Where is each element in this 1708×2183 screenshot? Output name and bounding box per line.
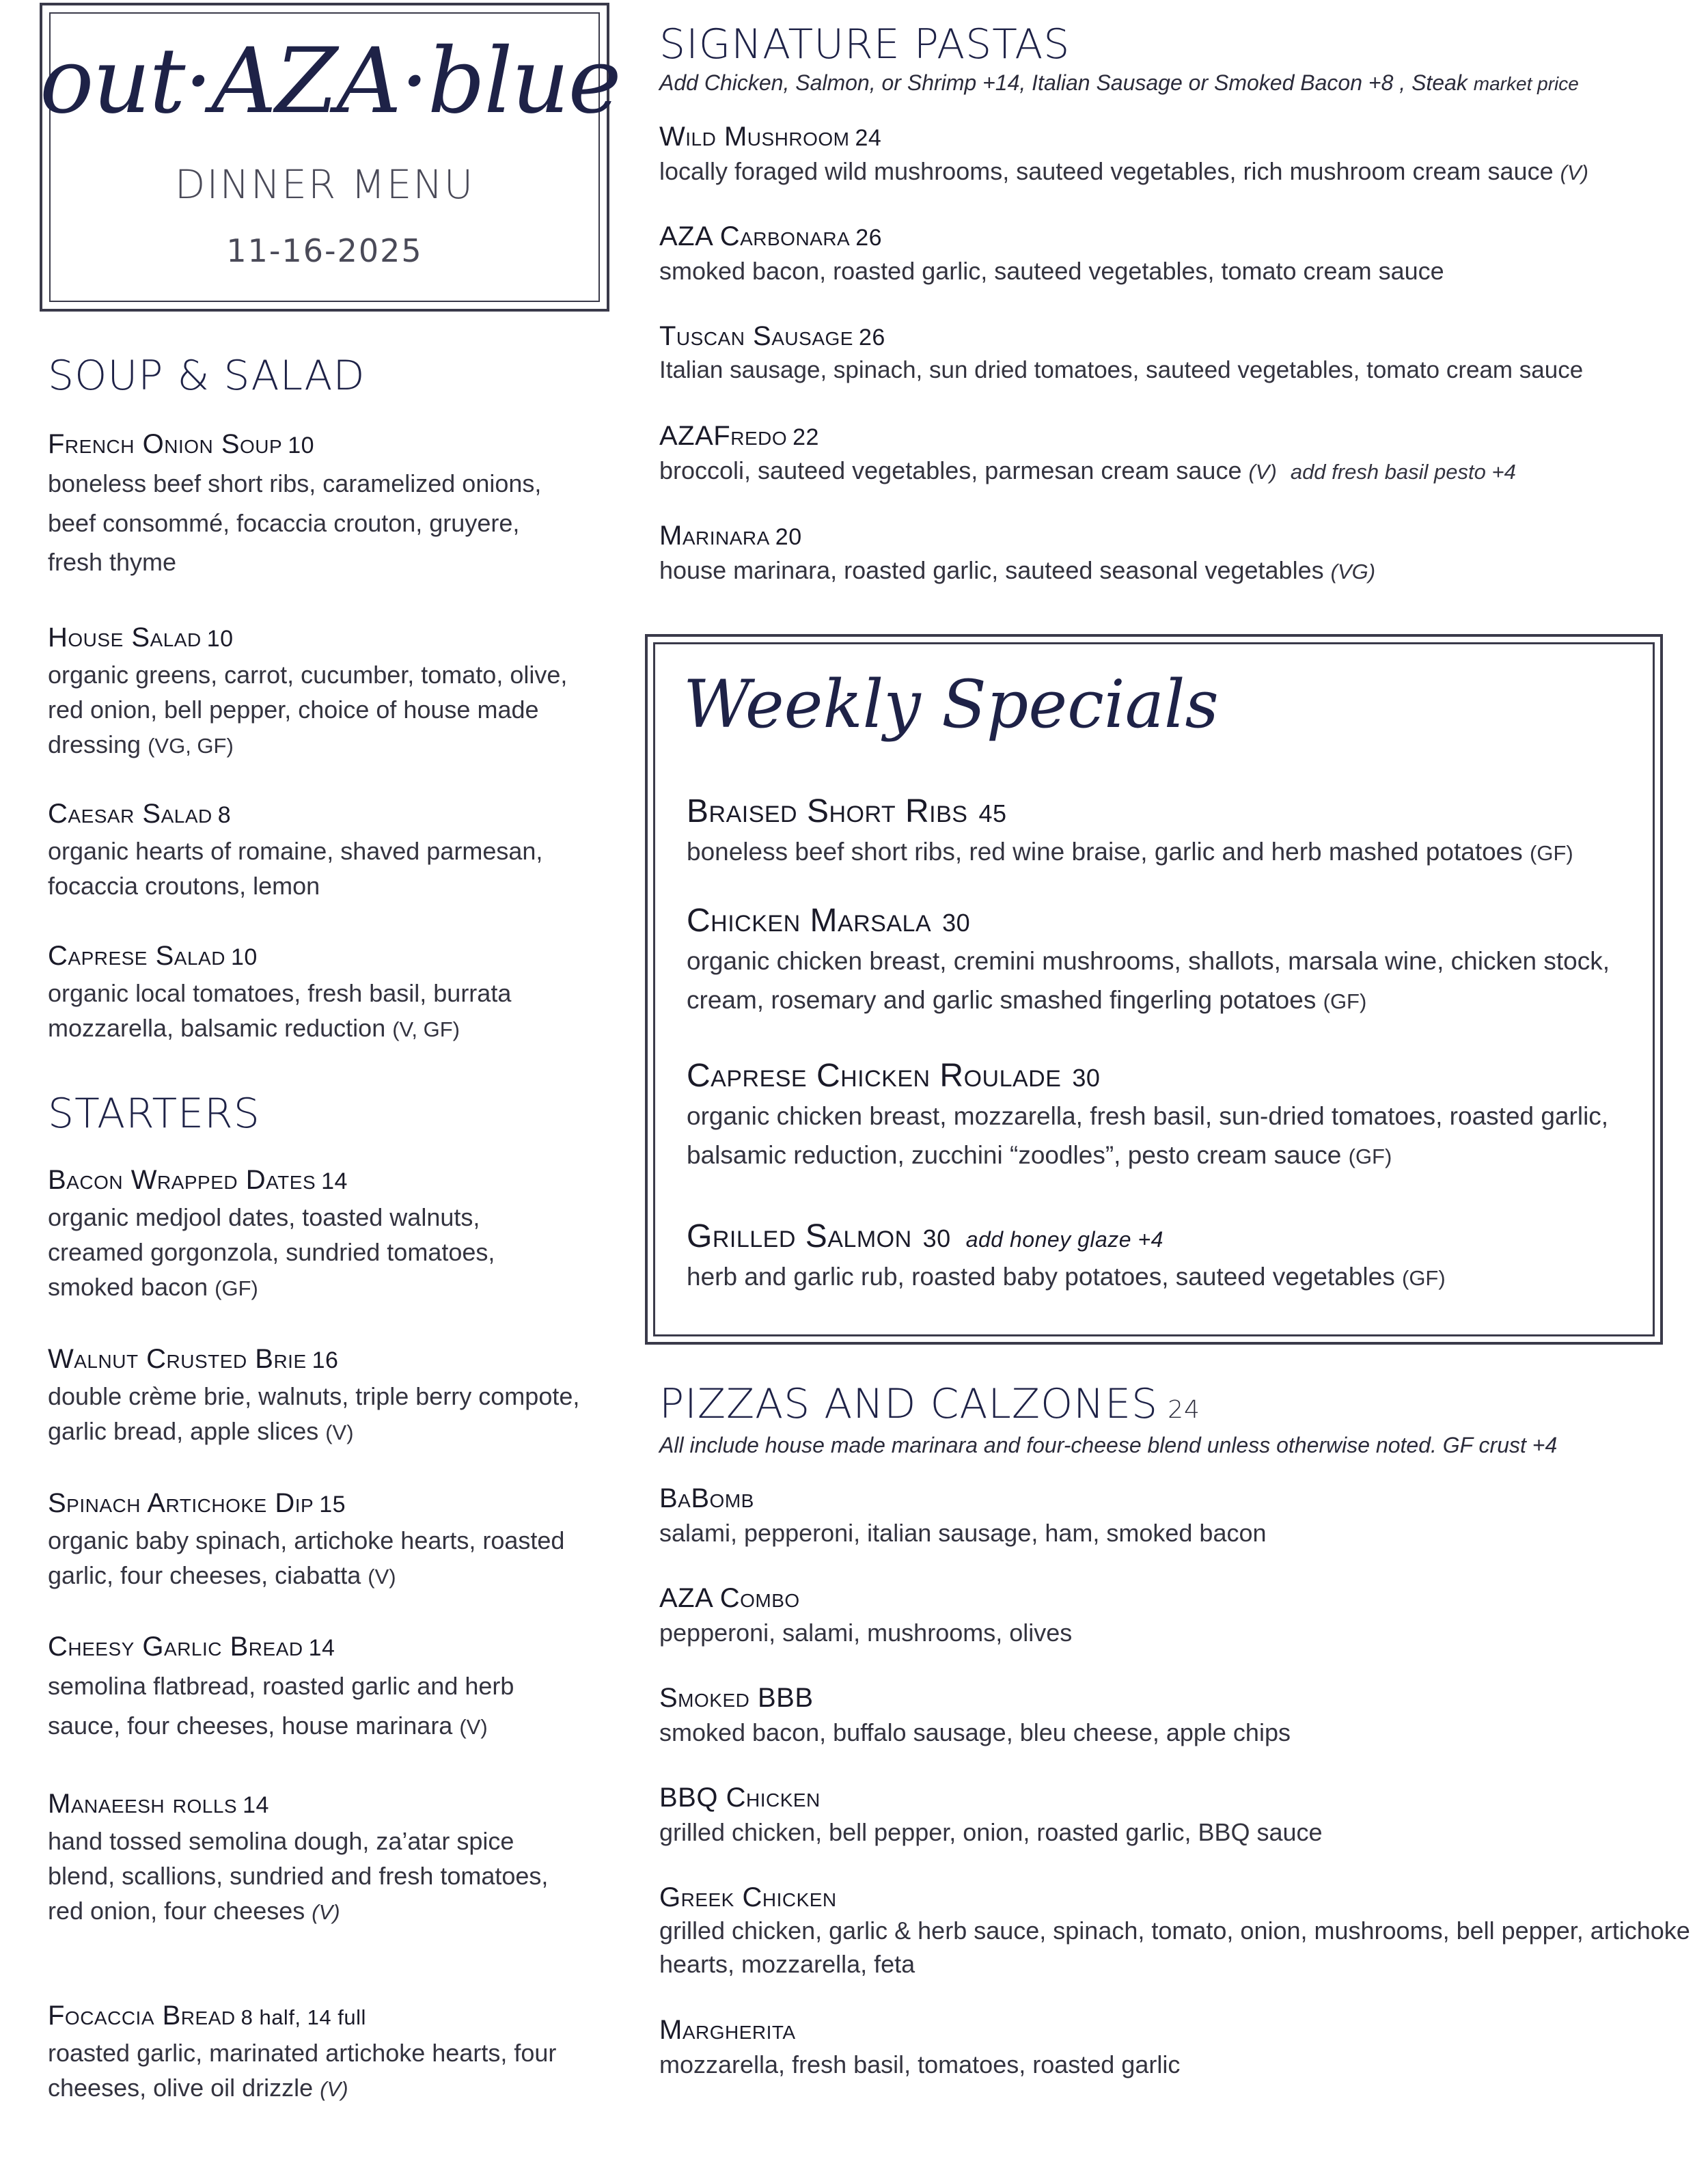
dietary-tag: (GF) bbox=[215, 1276, 258, 1301]
item-price: 16 bbox=[312, 1347, 339, 1373]
item-price: 26 bbox=[855, 225, 883, 251]
item-name: Focaccia Bread bbox=[48, 2001, 236, 2031]
pizzas-title: PIZZAS AND CALZONES bbox=[659, 1380, 1159, 1428]
dietary-tag: (VG, GF) bbox=[148, 734, 234, 758]
item-description: double crème brie, walnuts, triple berry compote, garlic bread, apple slices bbox=[48, 1382, 580, 1446]
item-name: Bacon Wrapped Dates bbox=[48, 1165, 316, 1195]
pizzas-note: All include house made marinara and four-cheese blend unless otherwise noted. GF crust +4 bbox=[659, 1433, 1558, 1457]
item-price: 10 bbox=[288, 433, 315, 458]
dietary-tag: (GF) bbox=[1323, 989, 1367, 1014]
item-description: roasted garlic, marinated artichoke hearts, four cheeses, olive oil drizzle bbox=[48, 2039, 557, 2102]
item-description: house marinara, roasted garlic, sauteed seasonal vegetables bbox=[659, 556, 1324, 584]
item-description: herb and garlic rub, roasted baby potatoes, sauteed vegetables bbox=[687, 1263, 1395, 1291]
restaurant-logo: out·AZA·blue bbox=[40, 29, 620, 134]
item-price: 10 bbox=[206, 626, 234, 652]
item-description: smoked bacon, roasted garlic, sauteed vegetables, tomato cream sauce bbox=[659, 257, 1444, 285]
special-item bbox=[687, 791, 1643, 871]
item-name: Grilled Salmon bbox=[687, 1218, 912, 1254]
menu-item bbox=[48, 1630, 581, 1745]
pastas-note bbox=[659, 70, 1579, 96]
item-name: Caesar Salad bbox=[48, 799, 212, 829]
item-description: organic baby spinach, artichoke hearts, roasted garlic, four cheeses, ciabatta bbox=[48, 1526, 565, 1590]
item-description: grilled chicken, bell pepper, onion, roasted garlic, BBQ sauce bbox=[659, 1818, 1323, 1846]
menu-item bbox=[48, 1342, 581, 1449]
menu-item bbox=[48, 797, 581, 903]
menu-item bbox=[48, 1999, 581, 2105]
menu-item bbox=[48, 620, 581, 762]
item-description: broccoli, sauteed vegetables, parmesan cream sauce bbox=[659, 456, 1242, 484]
menu-item bbox=[659, 1681, 1698, 1750]
item-name: BBQ Chicken bbox=[659, 1783, 821, 1813]
menu-item bbox=[48, 427, 581, 582]
item-description: organic chicken breast, mozzarella, fresh basil, sun-dried tomatoes, roasted garlic, balsamic reduction, zucchini “zoodles”, pesto cream sauce bbox=[687, 1102, 1609, 1170]
item-name: BaBomb bbox=[659, 1483, 754, 1513]
item-name: House Salad bbox=[48, 622, 202, 653]
dietary-tag: (V) bbox=[325, 1420, 354, 1445]
menu-item bbox=[659, 1781, 1698, 1850]
item-price: 8 half, 14 full bbox=[240, 2005, 366, 2029]
menu-item bbox=[48, 1787, 581, 1928]
pastas-note-text: Add Chicken, Salmon, or Shrimp +14, Italian Sausage or Smoked Bacon +8 , Steak bbox=[659, 70, 1468, 95]
dietary-tag: (V) bbox=[1248, 460, 1277, 484]
menu-item bbox=[659, 1581, 1698, 1650]
item-price: 15 bbox=[319, 1492, 346, 1518]
item-price: 26 bbox=[858, 325, 885, 351]
item-description: organic local tomatoes, fresh basil, burrata mozzarella, balsamic reduction bbox=[48, 979, 512, 1043]
item-name: Chicken Marsala bbox=[687, 903, 932, 939]
item-name: Walnut Crusted Brie bbox=[48, 1344, 307, 1374]
dietary-tag: (V) bbox=[459, 1714, 488, 1739]
dietary-tag: (V) bbox=[312, 1900, 340, 1925]
item-description: organic chicken breast, cremini mushrooms, shallots, marsala wine, chicken stock, cream, rosemary and garlic smashed fingerling potatoes bbox=[687, 947, 1610, 1015]
dietary-tag: (GF) bbox=[1530, 841, 1573, 865]
menu-item bbox=[659, 519, 1698, 588]
item-description: organic greens, carrot, cucumber, tomato, olive, red onion, bell pepper, choice of house made dressing bbox=[48, 661, 568, 759]
dietary-tag: (V) bbox=[1560, 161, 1588, 184]
specials-heading: Weekly Specials bbox=[683, 666, 1219, 743]
dietary-tag: (V) bbox=[368, 1565, 396, 1589]
pastas-heading: SIGNATURE PASTAS bbox=[659, 20, 1071, 68]
item-price: 10 bbox=[230, 944, 258, 970]
menu-item bbox=[659, 1880, 1698, 1981]
item-price: 45 bbox=[978, 799, 1007, 827]
item-name: French Onion Soup bbox=[48, 429, 283, 459]
item-name: Braised Short Ribs bbox=[687, 793, 968, 829]
starters-heading: STARTERS bbox=[48, 1090, 260, 1138]
item-description: boneless beef short ribs, caramelized onions, beef consommé, focaccia crouton, gruyere, fresh thyme bbox=[48, 469, 542, 577]
item-description: Italian sausage, spinach, sun dried tomatoes, sauteed vegetables, tomato cream sauce bbox=[659, 357, 1584, 383]
item-name: Greek Chicken bbox=[659, 1882, 837, 1912]
item-name: Caprese Salad bbox=[48, 941, 225, 971]
item-price: 30 bbox=[1072, 1064, 1101, 1092]
item-name: Caprese Chicken Roulade bbox=[687, 1058, 1062, 1094]
menu-item bbox=[659, 419, 1698, 488]
menu-item bbox=[659, 1481, 1698, 1550]
item-price: 30 bbox=[922, 1224, 951, 1252]
item-price: 8 bbox=[217, 802, 232, 828]
item-price: 24 bbox=[855, 125, 882, 151]
special-item bbox=[687, 1056, 1643, 1175]
item-name: Tuscan Sausage bbox=[659, 321, 853, 351]
dietary-tag: (VG) bbox=[1330, 560, 1376, 583]
dietary-tag: (V) bbox=[320, 2077, 348, 2102]
pastas-note-small: market price bbox=[1473, 73, 1579, 94]
item-price: 22 bbox=[793, 424, 819, 450]
soup-salad-heading: SOUP & SALAD bbox=[48, 352, 366, 400]
item-name: AZA Carbonara bbox=[659, 221, 851, 251]
menu-item bbox=[659, 219, 1698, 288]
item-description: hand tossed semolina dough, za’atar spice blend, scallions, sundried and fresh tomatoes, red onion, four cheeses bbox=[48, 1827, 549, 1925]
logo-content bbox=[40, 3, 620, 312]
item-addon: add honey glaze +4 bbox=[965, 1227, 1163, 1252]
item-name: AZA Combo bbox=[659, 1583, 800, 1613]
item-description: grilled chicken, garlic & herb sauce, spinach, tomato, onion, mushrooms, bell pepper, artichoke hearts, mozzarella, feta bbox=[659, 1917, 1690, 1978]
item-description: mozzarella, fresh basil, tomatoes, roasted garlic bbox=[659, 2050, 1181, 2078]
menu-item bbox=[48, 939, 581, 1045]
item-addon: add fresh basil pesto +4 bbox=[1290, 460, 1516, 484]
item-price: 14 bbox=[308, 1635, 335, 1661]
item-price: 20 bbox=[775, 524, 802, 550]
item-description: boneless beef short ribs, red wine braise, garlic and herb mashed potatoes bbox=[687, 838, 1523, 866]
item-price: 14 bbox=[321, 1168, 348, 1194]
item-name: Spinach Artichoke Dip bbox=[48, 1488, 314, 1518]
menu-item bbox=[659, 2013, 1698, 2082]
special-item bbox=[687, 1216, 1643, 1296]
item-description: semolina flatbread, roasted garlic and herb sauce, four cheeses, house marinara bbox=[48, 1672, 514, 1740]
item-price: 14 bbox=[243, 1792, 269, 1818]
item-name: Cheesy Garlic Bread bbox=[48, 1632, 303, 1662]
dietary-tag: (GF) bbox=[1348, 1144, 1392, 1169]
dietary-tag: (GF) bbox=[1402, 1266, 1446, 1290]
item-description: salami, pepperoni, italian sausage, ham, smoked bacon bbox=[659, 1519, 1267, 1547]
item-description: organic medjool dates, toasted walnuts, creamed gorgonzola, sundried tomatoes, smoked bacon bbox=[48, 1203, 495, 1302]
pizzas-heading bbox=[659, 1380, 1200, 1428]
item-price: 30 bbox=[942, 909, 971, 937]
special-item bbox=[687, 901, 1643, 1020]
dietary-tag: (V, GF) bbox=[392, 1017, 460, 1042]
item-name: Manaeesh rolls bbox=[48, 1789, 238, 1819]
item-name: Smoked BBB bbox=[659, 1683, 814, 1713]
menu-date: 11-16-2025 bbox=[226, 232, 423, 269]
item-description: locally foraged wild mushrooms, sauteed vegetables, rich mushroom cream sauce bbox=[659, 157, 1554, 185]
item-description: organic hearts of romaine, shaved parmesan, focaccia croutons, lemon bbox=[48, 837, 543, 901]
menu-item bbox=[48, 1163, 581, 1304]
item-description: pepperoni, salami, mushrooms, olives bbox=[659, 1619, 1073, 1647]
item-name: AZAFredo bbox=[659, 421, 788, 451]
item-description: smoked bacon, buffalo sausage, bleu cheese, apple chips bbox=[659, 1718, 1291, 1746]
menu-item bbox=[659, 120, 1698, 189]
item-name: Wild Mushroom bbox=[659, 122, 850, 152]
menu-item bbox=[659, 319, 1698, 387]
menu-subtitle: DINNER MENU bbox=[174, 161, 475, 208]
menu-item bbox=[48, 1486, 581, 1593]
item-name: Marinara bbox=[659, 521, 770, 551]
item-name: Margherita bbox=[659, 2015, 796, 2045]
pizzas-price: 24 bbox=[1168, 1396, 1200, 1424]
